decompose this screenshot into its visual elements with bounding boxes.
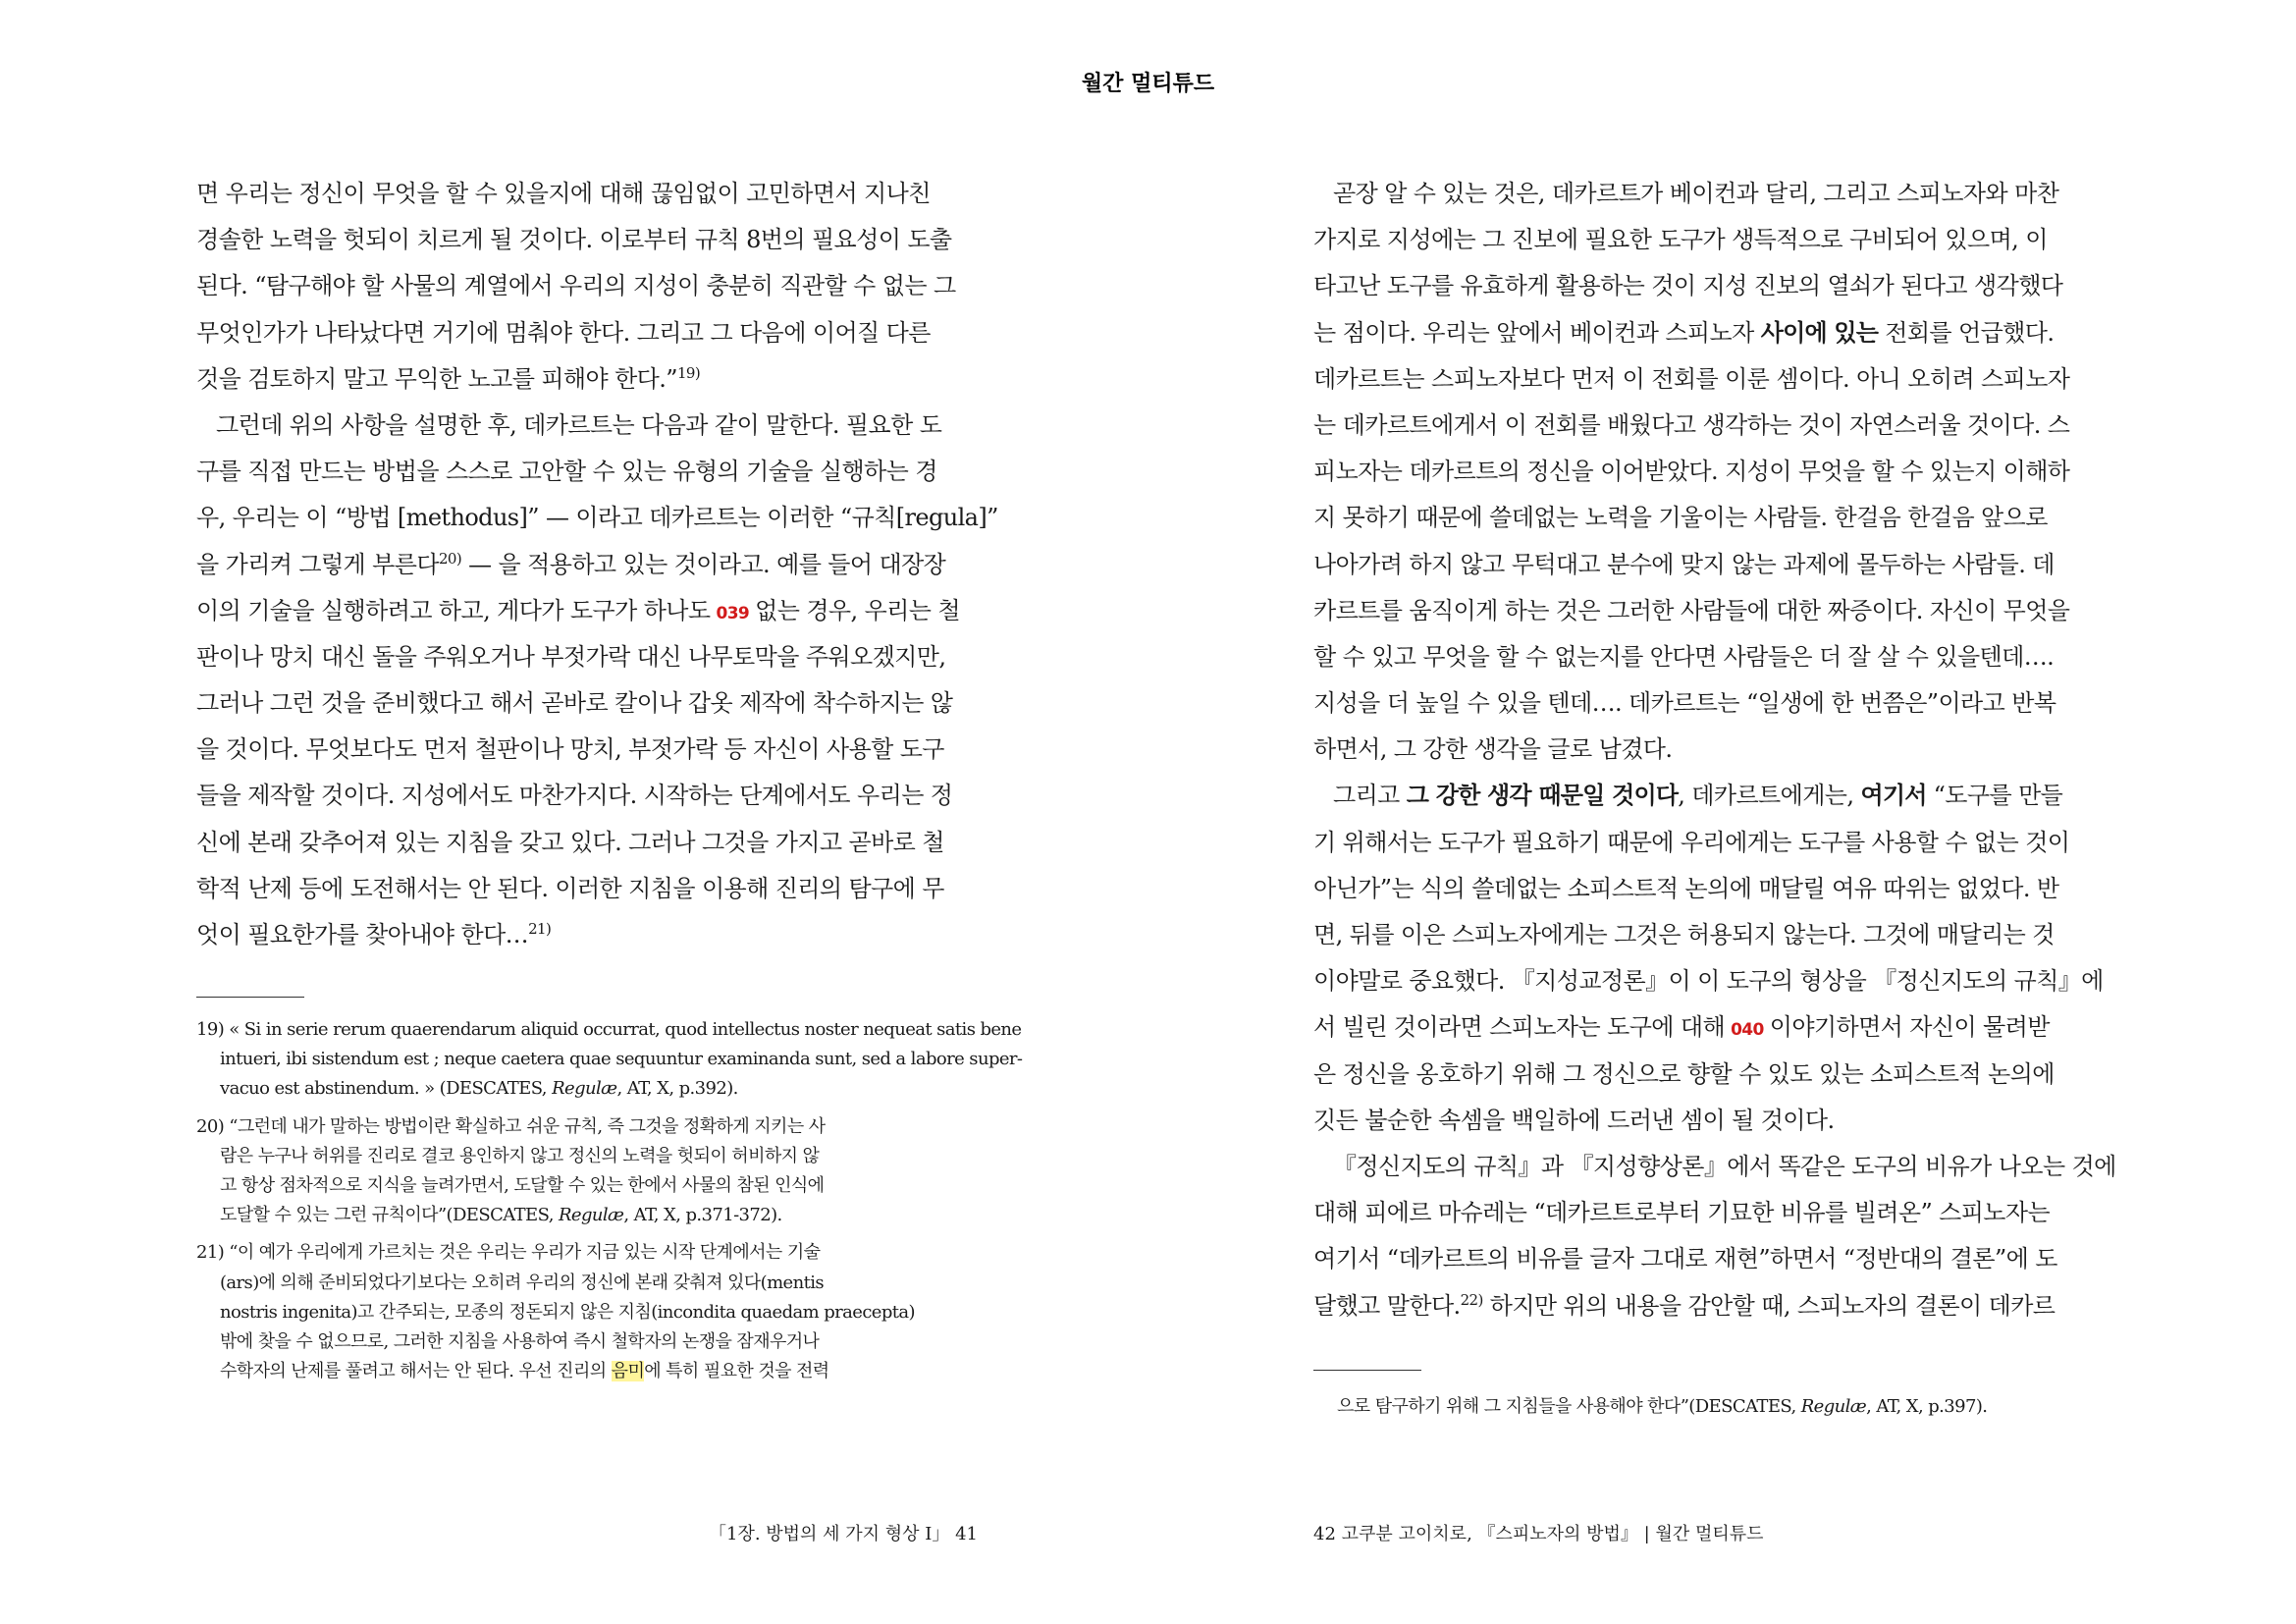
footnote-line: nostris ingenita)고 간주되는, 모종의 정돈되지 않은 지침(incondita quaedam praecepta) [220, 1301, 915, 1323]
text-line: 들을 제작할 것이다. 지성에서도 마찬가지다. 시작하는 단계에서도 우리는 정 [196, 782, 953, 810]
text-line: 우, 우리는 이 “방법 [methodus]” — 이라고 데카르트는 이러한 “규칙[regula]” [196, 504, 998, 532]
footnote-line: 20) “그런데 내가 말하는 방법이란 확실하고 쉬운 규칙, 즉 그것을 정확하게 지키는 사 [196, 1115, 826, 1137]
text-line: 는 점이다. 우리는 앞에서 베이컨과 스피노자 사이에 있는 전회를 언급했다. [1313, 318, 2055, 347]
footnote-divider [196, 997, 304, 998]
footnote-divider [1313, 1370, 1421, 1371]
text-line: 이의 기술을 실행하려고 하고, 게다가 도구가 하나도 039 없는 경우, 우리는 철 [196, 596, 960, 624]
text-line: 가지로 지성에는 그 진보에 필요한 도구가 생득적으로 구비되어 있으며, 이 [1313, 226, 2048, 254]
footnote-line: intueri, ibi sistendum est ; neque caetera quae sequuntur examinanda sunt, sed a labore super- [220, 1049, 1023, 1070]
text-line: 엇이 필요한가를 찾아내야 한다…$^{21)}$ [196, 920, 552, 948]
footnote-ref[interactable]: 21) [528, 920, 552, 938]
footnotes-left [196, 1015, 1023, 1386]
text-line: 여기서 “데카르트의 비유를 글자 그대로 재현”하면서 “정반대의 결론”에 도 [1313, 1245, 2057, 1273]
text-line: 구를 직접 만드는 방법을 스스로 고안할 수 있는 유형의 기술을 실행하는 경 [196, 458, 937, 486]
text-line: 곧장 알 수 있는 것은, 데카르트가 베이컨과 달리, 그리고 스피노자와 마찬 [1333, 180, 2059, 207]
text-line: 타고난 도구를 유효하게 활용하는 것이 지성 진보의 열쇠가 된다고 생각했다 [1313, 272, 2063, 300]
text-line: 신에 본래 갖추어져 있는 지침을 갖고 있다. 그러나 그것을 가지고 곧바로 철 [196, 828, 944, 856]
text-line: 은 정신을 옹호하기 위해 그 정신으로 향할 수 있도 있는 소피스트적 논의에 [1313, 1059, 2055, 1088]
footnote-line: 수학자의 난제를 풀려고 해서는 안 된다. 우선 진리의 음미에 특히 필요한 것을 전력 [220, 1361, 829, 1382]
footnote-line: 19) « Si in serie rerum quaerendarum aliquid occurrat, quod intellectus noster nequeat satis bene [196, 1019, 1022, 1040]
journal-title: 월간 멀티튜드 [1081, 72, 1215, 96]
footnote-line: 으로 탐구하기 위해 그 지침들을 사용해야 한다”(DESCATES, Regulæ, AT, X, p.397). [1337, 1396, 1988, 1417]
text-line: 『정신지도의 규칙』과 『지성향상론』에서 똑같은 도구의 비유가 나오는 것에 [1333, 1152, 2116, 1180]
page-reference: 039 [716, 603, 750, 623]
text-line: 할 수 있고 무엇을 할 수 없는지를 안다면 사람들은 더 잘 살 수 있을텐데…. [1313, 642, 2055, 671]
text-line: 것을 검토하지 말고 무익한 노고를 피해야 한다.”$^{19)}$ [196, 363, 701, 393]
text-line: 면 우리는 정신이 무엇을 할 수 있을지에 대해 끊임없이 고민하면서 지나친 [196, 180, 931, 207]
text-line: 경솔한 노력을 헛되이 치르게 될 것이다. 이로부터 규칙 8번의 필요성이 도출 [196, 226, 952, 254]
footnotes-right [1313, 1392, 2089, 1422]
text-line: 서 빌린 것이라면 스피노자는 도구에 대해 040 이야기하면서 자신이 물려받 [1313, 1013, 2050, 1042]
footnote-line: 고 항상 점차적으로 지식을 늘려가면서, 도달할 수 있는 한에서 사물의 참된 인식에 [220, 1174, 825, 1196]
text-line: 그런데 위의 사항을 설명한 후, 데카르트는 다음과 같이 말한다. 필요한 도 [216, 410, 942, 439]
footnote-ref[interactable]: 20) [438, 549, 462, 568]
text-line: 판이나 망치 대신 돌을 주워오거나 부젓가락 대신 나무토막을 주워오겠지만, [196, 642, 946, 671]
emphasis-text: 그 강한 생각 때문일 것이다 [1406, 782, 1679, 810]
footnote-line: 람은 누구나 허위를 진리로 결코 용인하지 않고 정신의 노력을 헛되이 허비하지 않 [220, 1145, 820, 1166]
footnote-line: (ars)에 의해 준비되었다기보다는 오히려 우리의 정신에 본래 갖춰져 있다(mentis [220, 1272, 825, 1293]
footnote-ref[interactable]: 22) [1460, 1290, 1483, 1309]
emphasis-text: 여기서 [1860, 782, 1927, 810]
text-line: 기 위해서는 도구가 필요하기 때문에 우리에게는 도구를 사용할 수 없는 것이 [1313, 828, 2070, 856]
right-page-footer: 42 고쿠분 고이치로, 『스피노자의 방법』 | 월간 멀티튜드 [1313, 1524, 1764, 1544]
footnote-line: 21) “이 예가 우리에게 가르치는 것은 우리는 우리가 지금 있는 시작 단계에서는 기술 [196, 1242, 821, 1264]
left-page-body [196, 171, 998, 958]
right-page-body [1313, 171, 2116, 1329]
footnote-line: 밖에 찾을 수 없으므로, 그러한 지침을 사용하여 즉시 철학자의 논쟁을 잠재우거나 [220, 1330, 820, 1352]
text-line: 이야말로 중요했다. 『지성교정론』이 이 도구의 형상을 『정신지도의 규칙』에 [1313, 967, 2104, 996]
text-line: 아닌가”는 식의 쓸데없는 소피스트적 논의에 매달릴 여유 따위는 없었다. 반 [1313, 874, 2059, 902]
text-line: 피노자는 데카르트의 정신을 이어받았다. 지성이 무엇을 할 수 있는지 이해하 [1313, 458, 2070, 486]
text-line: 달했고 말한다.$^{22)}$ 하지만 위의 내용을 감안할 때, 스피노자의 결론이 데카르 [1313, 1290, 2056, 1320]
footnote-ref[interactable]: 19) [676, 363, 701, 382]
footnote-line: vacuo est abstinendum. » (DESCATES, Regulæ, AT, X, p.392). [220, 1078, 738, 1100]
text-line: 는 데카르트에게서 이 전회를 배웠다고 생각하는 것이 자연스러울 것이다. 스 [1313, 410, 2070, 439]
text-line: 그러나 그런 것을 준비했다고 해서 곧바로 칼이나 갑옷 제작에 착수하지는 않 [196, 689, 953, 718]
text-line: 깃든 불순한 속셈을 백일하에 드러낸 셈이 될 것이다. [1313, 1106, 1835, 1134]
page-reference: 040 [1731, 1020, 1764, 1041]
text-line: 지성을 더 높일 수 있을 텐데…. 데카르트는 “일생에 한 번쯤은”이라고 반복 [1313, 689, 2056, 718]
text-line: 하면서, 그 강한 생각을 글로 남겼다. [1313, 735, 1673, 764]
text-line: 데카르트는 스피노자보다 먼저 이 전회를 이룬 셈이다. 아니 오히려 스피노자 [1313, 364, 2070, 393]
text-line: 대해 피에르 마슈레는 “데카르트로부터 기묘한 비유를 빌려온” 스피노자는 [1313, 1199, 2051, 1227]
text-line: 그리고 그 강한 생각 때문일 것이다, 데카르트에게는, 여기서 “도구를 만들 [1333, 782, 2063, 810]
left-page-footer: 「1장. 방법의 세 가지 형상 I」 41 [709, 1524, 979, 1544]
highlighted-word[interactable]: 음미 [611, 1361, 645, 1382]
text-line: 무엇인가가 나타났다면 거기에 멈춰야 한다. 그리고 그 다음에 이어질 다른 [196, 318, 931, 347]
text-line: 을 것이다. 무엇보다도 먼저 철판이나 망치, 부젓가락 등 자신이 사용할 도구 [196, 735, 944, 764]
text-line: 카르트를 움직이게 하는 것은 그러한 사람들에 대한 짜증이다. 자신이 무엇을 [1313, 596, 2070, 624]
text-line: 학적 난제 등에 도전해서는 안 된다. 이러한 지침을 이용해 진리의 탐구에 무 [196, 874, 944, 902]
footnote-line: 도달할 수 있는 그런 규칙이다”(DESCATES, Regulæ, AT, X, p.371-372). [220, 1205, 782, 1226]
text-line: 된다. “탐구해야 할 사물의 계열에서 우리의 지성이 충분히 직관할 수 없는 그 [196, 272, 956, 300]
emphasis-text: 사이에 있는 [1760, 318, 1879, 347]
text-line: 을 가리켜 그렇게 부른다$^{20)}$ — 을 적용하고 있는 것이라고. 예를 들어 대장장 [196, 549, 946, 578]
text-line: 지 못하기 때문에 쓸데없는 노력을 기울이는 사람들. 한걸음 한걸음 앞으로 [1313, 504, 2048, 532]
text-line: 면, 뒤를 이은 스피노자에게는 그것은 허용되지 않는다. 그것에 매달리는 것 [1313, 921, 2055, 948]
text-line: 나아가려 하지 않고 무턱대고 분수에 맞지 않는 과제에 몰두하는 사람들. 데 [1313, 550, 2055, 578]
